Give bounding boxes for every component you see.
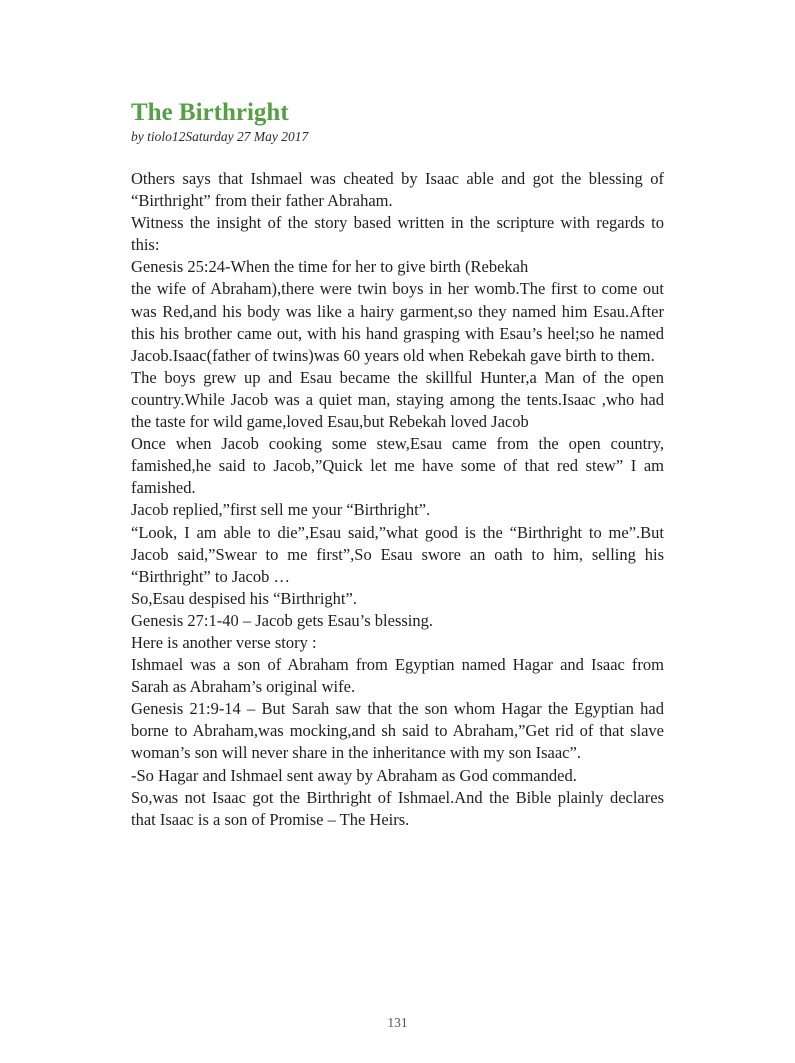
- page-title: The Birthright: [131, 99, 289, 126]
- body-paragraph: Genesis 27:1-40 – Jacob gets Esau’s blessing.: [131, 610, 434, 630]
- body-paragraph: Here is another verse story :: [131, 632, 317, 652]
- body-paragraph: the wife of Abraham),there were twin boys in her womb.The first to come out was Red,and his body was like a hairy garment,so they named him Esau.After this his brother came out, with his hand grasping with Esau’s heel;so he named Jacob.Isaac(father of twins)was 60 years old when Rebekah gave birth to them.: [131, 279, 664, 365]
- byline: by tiolo12Saturday 27 May 2017: [131, 129, 309, 144]
- body-paragraph: The boys grew up and Esau became the skillful Hunter,a Man of the open country.While Jacob was a quiet man, staying among the tents.Isaac ,who had the taste for wild game,loved Esau,but Rebekah loved Jacob: [131, 367, 664, 432]
- body-paragraph: Others says that Ishmael was cheated by Isaac able and got the blessing of “Birthright” from their father Abraham.: [131, 169, 664, 211]
- body-paragraph: Genesis 25:24-When the time for her to give birth (Rebekah: [131, 257, 529, 277]
- body-paragraph: -So Hagar and Ishmael sent away by Abraham as God commanded.: [131, 765, 577, 785]
- body-paragraph: Once when Jacob cooking some stew,Esau came from the open country, famished,he said to Jacob,”Quick let me have some of that red stew” I am famished.: [131, 434, 664, 498]
- body-paragraph: Witness the insight of the story based written in the scripture with regards to this:: [131, 213, 664, 255]
- page-number: 131: [387, 1015, 408, 1030]
- body-paragraph: So,Esau despised his “Birthright”.: [131, 588, 357, 608]
- body-paragraph: “Look, I am able to die”,Esau said,”what good is the “Birthright to me”.But Jacob said,”Swear to me first”,So Esau swore an oath to him, selling his “Birthright” to Jacob …: [131, 522, 664, 586]
- body-paragraph: Ishmael was a son of Abraham from Egyptian named Hagar and Isaac from Sarah as Abraham’s original wife.: [131, 655, 664, 697]
- body-paragraph: So,was not Isaac got the Birthright of Ishmael.And the Bible plainly declares that Isaac is a son of Promise – The Heirs.: [131, 787, 664, 829]
- article-body: [131, 168, 664, 831]
- article-content: [131, 99, 664, 831]
- body-paragraph: Genesis 21:9-14 – But Sarah saw that the son whom Hagar the Egyptian had borne to Abraham,was mocking,and sh said to Abraham,”Get rid of that slave woman’s son will never share in the inheritance with my son Isaac”.: [131, 699, 664, 763]
- body-paragraph: Jacob replied,”first sell me your “Birthright”.: [131, 500, 431, 520]
